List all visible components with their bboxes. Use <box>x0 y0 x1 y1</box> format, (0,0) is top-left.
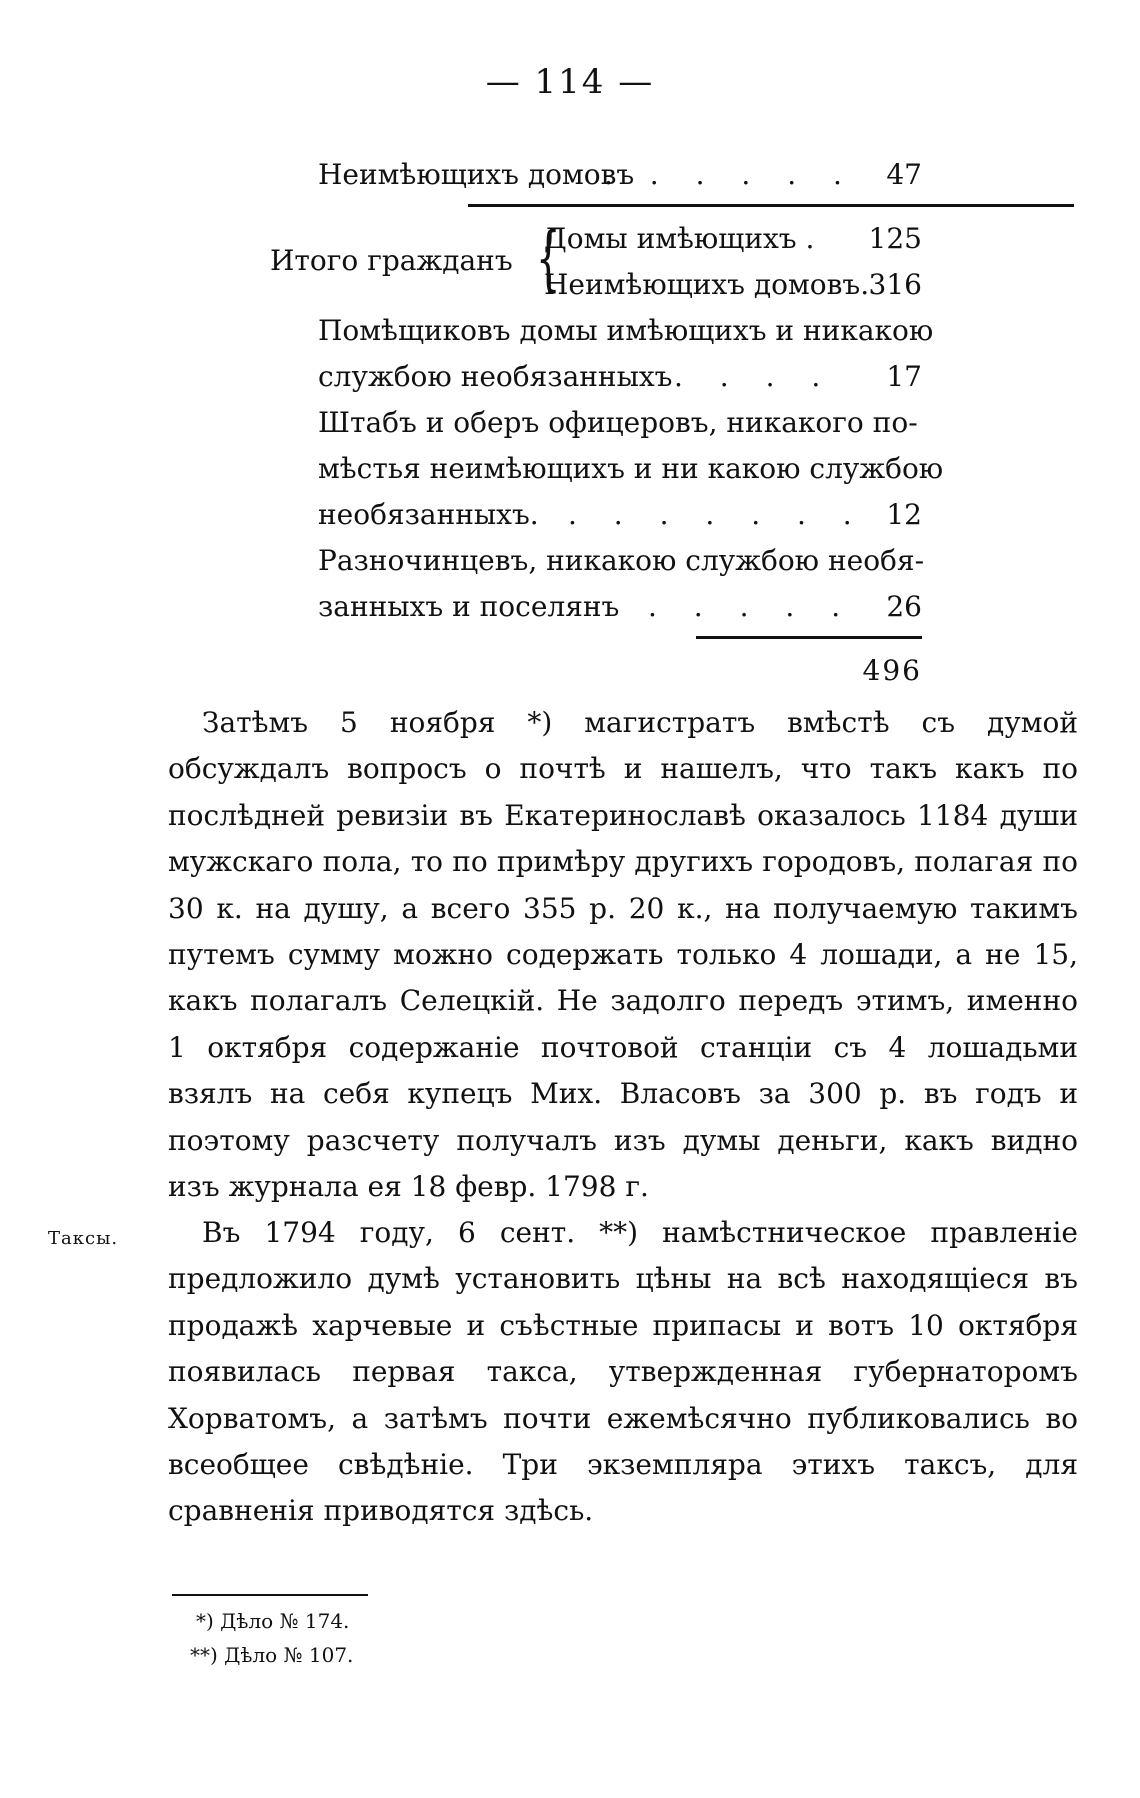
row-value: 26 <box>886 590 922 623</box>
footnote-2: **) Дѣло № 107. <box>190 1643 354 1667</box>
raznochintsy-line2 <box>318 584 922 630</box>
table-rule-sum <box>696 636 922 639</box>
row-dots: . . . . . <box>648 590 855 623</box>
row-label: необязанныхъ. <box>318 498 539 531</box>
row-label: мѣстья неимѣющихъ и ни какою службою <box>318 452 944 485</box>
row-label: Неимѣющихъ домовъ <box>318 158 635 191</box>
itogo-row-value: 125 <box>868 222 922 255</box>
row-label: Разночинцевъ, никакою службою необя- <box>318 544 925 577</box>
pomeshchiki-line2 <box>318 354 922 400</box>
officers-line1 <box>318 400 922 446</box>
row-label: занныхъ и поселянъ <box>318 590 620 623</box>
row-dots: . . . . . . <box>604 158 856 191</box>
officers-line2 <box>318 446 944 492</box>
itogo-row-label: Неимѣющихъ домовъ. <box>544 268 870 301</box>
row-value: 17 <box>886 360 922 393</box>
row-label: Штабъ и оберъ офицеровъ, никакого по- <box>318 406 918 439</box>
paragraph-taxes <box>168 1210 1078 1535</box>
page-number: — 114 — <box>485 62 655 102</box>
itogo-row-value: 316 <box>868 268 922 301</box>
footnote-rule <box>172 1594 368 1596</box>
row-value: 12 <box>886 498 922 531</box>
footnote-1: *) Дѣло № 174. <box>196 1609 350 1633</box>
pomeshchiki-line1 <box>318 308 934 354</box>
paragraph-post <box>168 700 1078 1210</box>
itogo-row-owners <box>544 216 922 262</box>
row-value: 47 <box>886 158 922 191</box>
paragraph-text: Въ 1794 году, 6 сент. **) намѣстническое правленіе предложило думѣ установить цѣны на всѣ находящіеся въ продажѣ харчевые и съѣстные припасы и вотъ 10 октября появилась первая такса, утвержденная губернаторомъ Хорватомъ, а затѣмъ почти ежемѣсячно публиковались во всеобщее свѣдѣніе. Три экземпляра этихъ таксъ, для сравненія приводятся здѣсь. <box>168 1216 1078 1528</box>
paragraph-text: Затѣмъ 5 ноября *) магистратъ вмѣстѣ съ думой обсуждалъ вопросъ о почтѣ и нашелъ, что такъ какъ по послѣдней ревизіи въ Екатеринославѣ оказалось 1184 души мужскаго пола, то по примѣру другихъ городовъ, полагая по 30 к. на душу, а всего 355 р. 20 к., на получаемую такимъ путемъ сумму можно содержать только 4 лошади, а не 15, какъ полагалъ Селецкій. Не задолго передъ этимъ, именно 1 октября содержаніе почтовой станціи съ 4 лошадьми взялъ на себя купецъ Мих. Власовъ за 300 р. въ годъ и поэтому разсчету получалъ изъ думы деньги, какъ видно изъ журнала ея 18 февр. 1798 г. <box>168 706 1078 1204</box>
row-label: службою необязанныхъ <box>318 360 673 393</box>
row-dots: . . . . <box>674 360 835 393</box>
table-total: 496 <box>862 654 922 687</box>
row-label: Помѣщиковъ домы имѣющихъ и никакою <box>318 314 934 347</box>
officers-line3 <box>318 492 922 538</box>
row-dots: . . . . . . . <box>568 498 866 531</box>
table-rule-top <box>468 204 1074 207</box>
brace-icon: { <box>536 217 561 299</box>
table-row-no-houses <box>318 152 922 198</box>
raznochintsy-line1 <box>318 538 925 584</box>
itogo-label: Итого гражданъ <box>270 244 513 277</box>
itogo-row-nonowners <box>544 262 922 308</box>
margin-note: Таксы. <box>48 1228 119 1249</box>
itogo-row-label: Домы имѣющихъ . <box>544 222 815 255</box>
